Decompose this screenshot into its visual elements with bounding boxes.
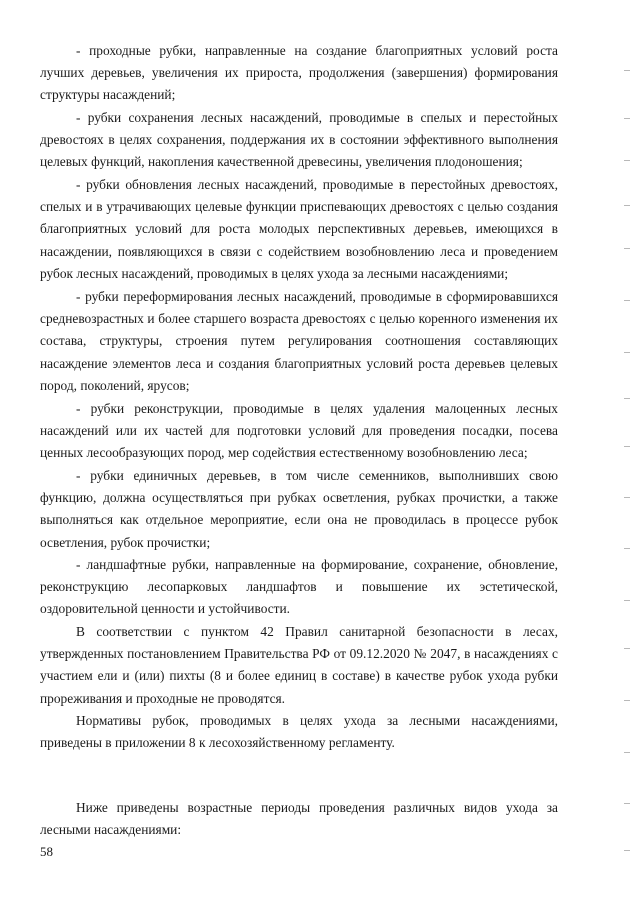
scan-edge-marks: [620, 0, 640, 905]
paragraph-age-periods-intro: Ниже приведены возрастные периоды проведения различных видов ухода за лесными насаждениями:: [40, 800, 558, 838]
paragraph-renewal-cuts: - рубки обновления лесных насаждений, проводимые в перестойных древостоях, спелых и в утрачивающих целевые функции приспевающих древостоях с целью создания благоприятных условий для роста молодых перспективных деревьев, имеющихся в насаждении, появляющихся в связи с содействием возобновлению леса и проведением рубок лесных насаждений, проводимых в целях ухода за лесными насаждениями;: [40, 177, 558, 281]
paragraph-reformation-cuts: - рубки переформирования лесных насаждений, проводимые в сформировавшихся средневозрастных и более старшего возраста древостоях с целью коренного изменения их состава, структуры, строения путем регулирования соотношения составляющих насаждение элементов леса и создания благоприятных условий роста деревьев целевых пород, поколений, ярусов;: [40, 289, 558, 393]
paragraph-thinning-cuts: - проходные рубки, направленные на создание благоприятных условий роста лучших деревьев, увеличения их прироста, продолжения (завершения) формирования структуры насаждений;: [40, 43, 558, 103]
paragraph-preservation-cuts: - рубки сохранения лесных насаждений, проводимые в спелых и перестойных древостоях в целях сохранения, поддержания их в состоянии эффективного выполнения целевых функций, накопления качественной древесины, увеличения плодоношения;: [40, 110, 558, 170]
paragraph-reconstruction-cuts: - рубки реконструкции, проводимые в целях удаления малоценных лесных насаждений или их частей для подготовки условий для проведения посадки, посева ценных лесообразующих пород, мер содействия естественному возобновлению леса;: [40, 401, 558, 461]
paragraph-sanitary-rules: В соответствии с пунктом 42 Правил санитарной безопасности в лесах, утвержденных постановлением Правительства РФ от 09.12.2020 № 2047, в насаждениях с участием ели и (или) пихты (8 и более единиц в составе) в качестве рубок ухода рубки прореживания и проходные не проводятся.: [40, 624, 558, 706]
paragraph-cutting-norms: Нормативы рубок, проводимых в целях ухода за лесными насаждениями, приведены в приложении 8 к лесохозяйственному регламенту.: [40, 713, 558, 751]
paragraph-single-tree-cuts: - рубки единичных деревьев, в том числе семенников, выполнивших свою функцию, должна осуществляться при рубках осветления, рубках прочистки, а также выполняться как отдельное мероприятие, если она не проводилась в процессе рубок осветления, рубок прочистки;: [40, 468, 558, 550]
paragraph-landscape-cuts: - ландшафтные рубки, направленные на формирование, сохранение, обновление, реконструкцию лесопарковых ландшафтов и повышение их эстетической, оздоровительной ценности и устойчивости.: [40, 557, 558, 617]
page-number: 58: [40, 844, 53, 859]
